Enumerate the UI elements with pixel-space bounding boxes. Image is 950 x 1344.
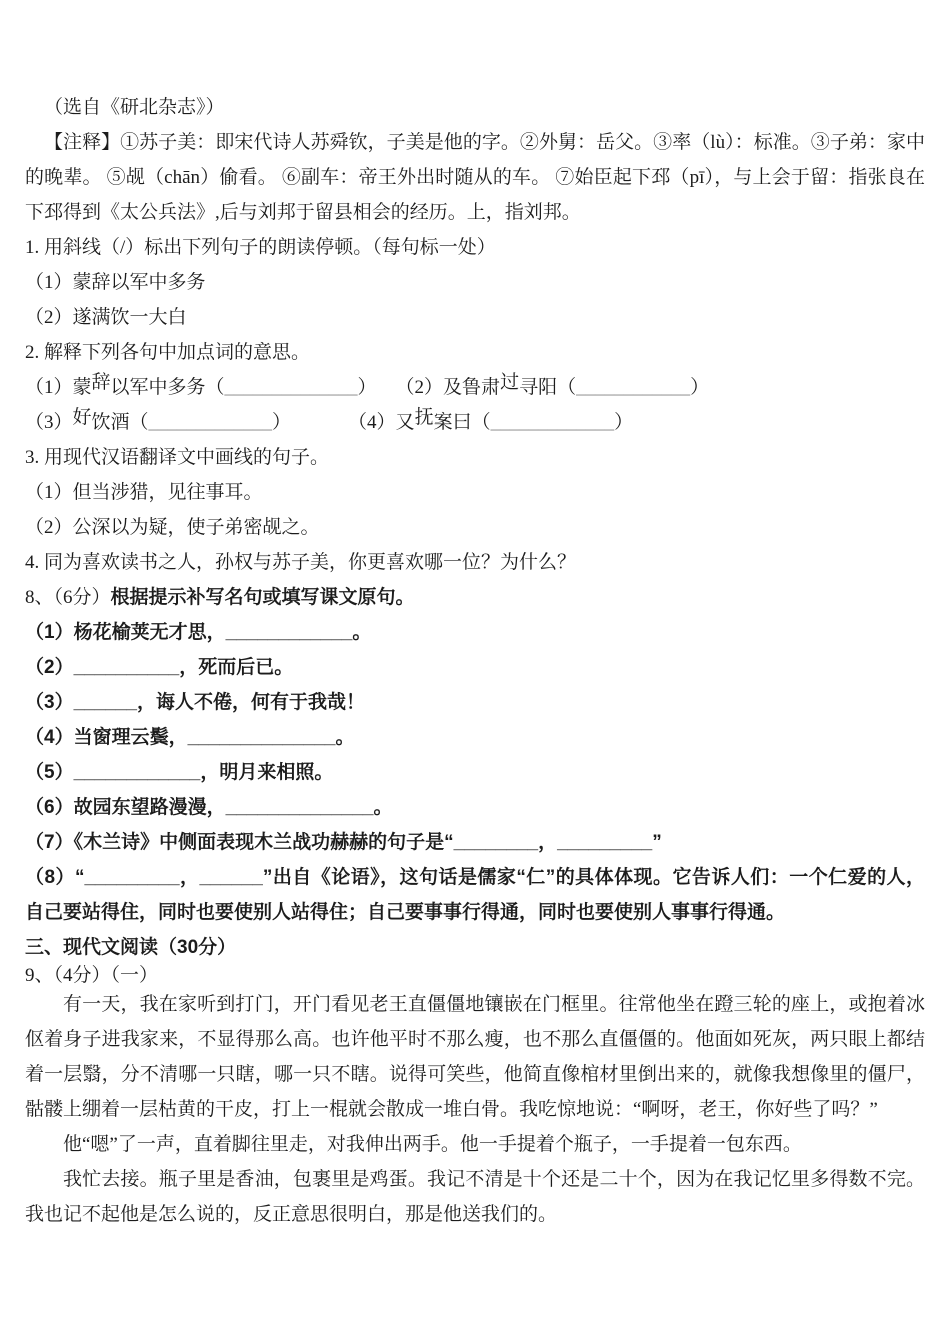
q8-item-1: （1）杨花榆荚无才思，____________。 <box>25 622 372 643</box>
q2-row-2: （3）好饮酒（_____________） （4）又抚案曰（_____________） <box>25 407 634 433</box>
q8-item-4: （4）当窗理云鬓，______________。 <box>25 727 355 748</box>
q1-item-1: （1）蒙辞以军中多务 <box>25 272 206 293</box>
q2-stem: 2. 解释下列各句中加点词的意思。 <box>25 342 311 363</box>
q8-item-7: （7）《木兰诗》中侧面表现木兰战功赫赫的句子是“________，_________” <box>25 832 662 853</box>
q1-stem: 1. 用斜线（/）标出下列句子的朗读停顿。（每句标一处） <box>25 237 496 258</box>
q3-item-1: （1）但当涉猎，见往事耳。 <box>25 482 263 503</box>
q9-label: 9、（4分）（一） <box>25 965 159 986</box>
q8-item-6: （6）故园东望路漫漫，______________。 <box>25 797 393 818</box>
q8-stem: 8、（6分）根据提示补写名句或填写课文原句。 <box>25 587 415 608</box>
source-attribution: （选自《研北杂志》） <box>44 97 225 118</box>
q3-item-2: （2）公深以为疑，使子弟密觇之。 <box>25 517 320 538</box>
q4-stem: 4. 同为喜欢读书之人，孙权与苏子美，你更喜欢哪一位？为什么？ <box>25 552 577 573</box>
passage-paragraph-2: 他“嗯”了一声，直着脚往里走，对我伸出两手。他一手提着个瓶子，一手提着一包东西。 <box>63 1134 802 1155</box>
q3-stem: 3. 用现代汉语翻译文中画线的句子。 <box>25 447 330 468</box>
q2-row-1: （1）蒙辞以军中多务（______________） （2）及鲁肃过寻阳（____________） <box>25 372 710 398</box>
passage-paragraph-1: 有一天，我在家听到打门，开门看见老王直僵僵地镶嵌在门框里。往常他坐在蹬三轮的座上，或抱着冰伛着身子进我家来，不显得那么高。也许他平时不那么瘦，也不那么直僵僵的。他面如死灰，两只眼上都结着一层翳，分不清哪一只瞎，哪一只不瞎。说得可笑些，他简直像棺材里倒出来的，就像我想像里的僵尸，骷髅上绷着一层枯黄的干皮，打上一棍就会散成一堆白骨。我吃惊地说：“啊呀，老王，你好些了吗？” <box>25 994 925 1120</box>
q8-item-2: （2）__________，死而后已。 <box>25 657 294 678</box>
q8-item-3: （3）______，诲人不倦，何有于我哉！ <box>25 692 365 713</box>
passage-paragraph-3: 我忙去接。瓶子里是香油，包裹里是鸡蛋。我记不清是十个还是二十个，因为在我记忆里多得数不完。我也记不起他是怎么说的，反正意思很明白，那是他送我们的。 <box>25 1169 925 1225</box>
q8-item-5: （5）____________，明月来相照。 <box>25 762 334 783</box>
footnotes: 【注释】①苏子美：即宋代诗人苏舜钦，子美是他的字。②外舅：岳父。③率（lù）：标准。③子弟：家中的晚辈。 ⑤觇（chān）偷看。 ⑥副车：帝王外出时随从的车。 ⑦始臣起下邳（pī），与上会于留：指张良在下邳得到《太公兵法》,后与刘邦于留县相会的经历。上，指刘邦。 <box>25 132 925 223</box>
section-3-header: 三、现代文阅读（30分） <box>25 937 237 958</box>
q1-item-2: （2）遂满饮一大白 <box>25 307 187 328</box>
q8-item-8: （8）“_________，______”出自《论语》，这句话是儒家“仁”的具体体现。它告诉人们：一个仁爱的人，自己要站得住，同时也要使别人站得住；自己要事事行得通，同时也要使别人事事行得通。 <box>25 867 925 923</box>
